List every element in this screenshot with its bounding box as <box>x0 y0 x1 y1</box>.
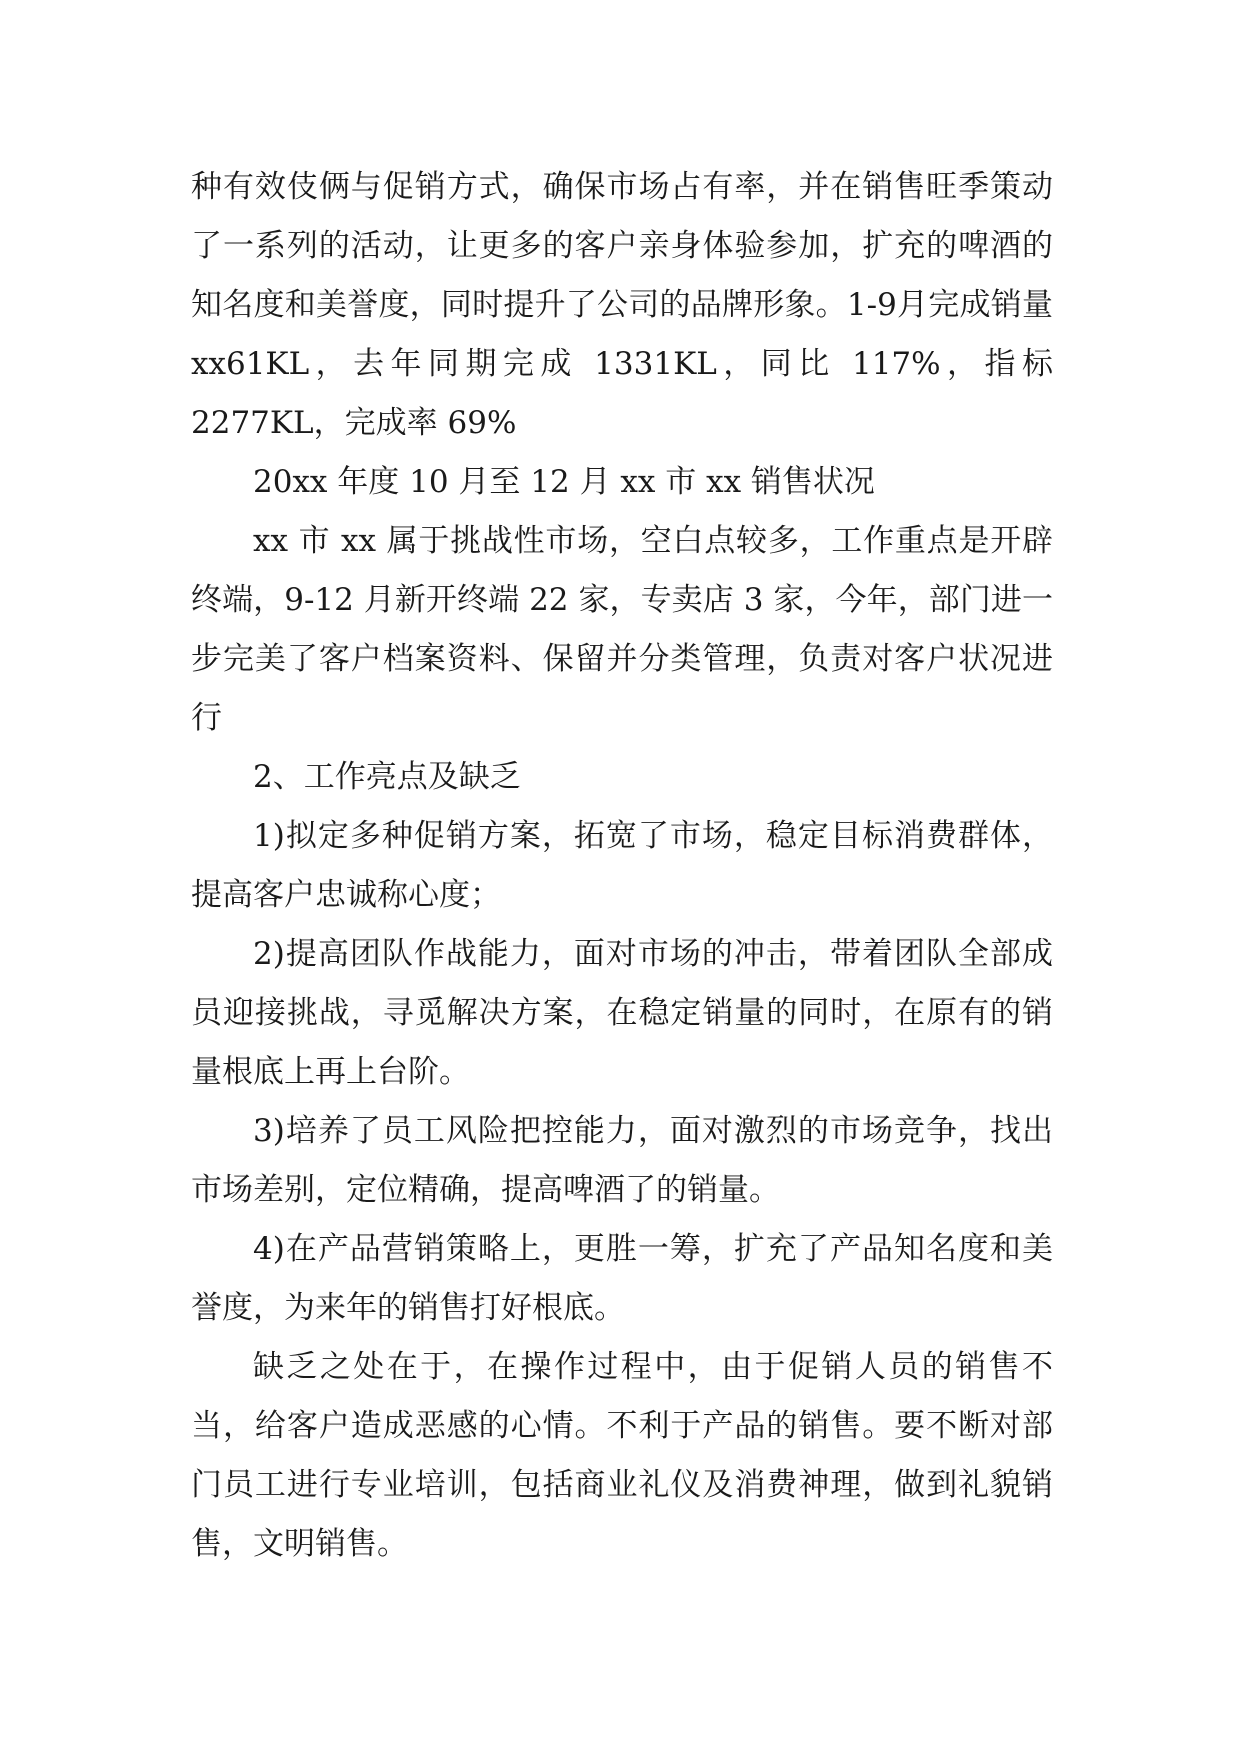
paragraph-market-description: xx 市 xx 属于挑战性市场，空白点较多，工作重点是开辟终端，9-12 月新开终端 22 家，专卖店 3 家，今年，部门进一步完美了客户档案资料、保留并分类管理，负责对客户状况进行 <box>191 523 1053 736</box>
list-item-team: 2)提高团队作战能力，面对市场的冲击，带着团队全部成员迎接挑战，寻觅解决方案，在稳定销量的同时，在原有的销量根底上再上台阶。 <box>191 936 1053 1090</box>
paragraph-q4-heading: 20xx 年度 10 月至 12 月 xx 市 xx 销售状况 <box>253 464 875 500</box>
section-heading-highlights: 2、工作亮点及缺乏 <box>253 759 521 795</box>
list-item-promotion: 1)拟定多种促销方案，拓宽了市场，稳定目标消费群体，提高客户忠诚称心度； <box>191 818 1053 913</box>
paragraph-shortcomings: 缺乏之处在于，在操作过程中，由于促销人员的销售不当，给客户造成恶感的心情。不利于产品的销售。要不断对部门员工进行专业培训，包括商业礼仪及消费神理，做到礼貌销售，文明销售。 <box>191 1349 1053 1562</box>
document-page <box>191 158 1053 1574</box>
list-item-risk-control: 3)培养了员工风险把控能力，面对激烈的市场竞争，找出市场差别，定位精确，提高啤酒了的销量。 <box>191 1113 1053 1208</box>
paragraph-sales-summary: 种有效伎俩与促销方式，确保市场占有率，并在销售旺季策动了一系列的活动，让更多的客户亲身体验参加，扩充的啤酒的知名度和美誉度，同时提升了公司的品牌形象。1-9月完成销量 xx61KL，去年同期完成 1331KL，同比 117%，指标 2277KL，完成率 69% <box>191 169 1053 441</box>
list-item-marketing-strategy: 4)在产品营销策略上，更胜一筹，扩充了产品知名度和美誉度，为来年的销售打好根底。 <box>191 1231 1053 1326</box>
